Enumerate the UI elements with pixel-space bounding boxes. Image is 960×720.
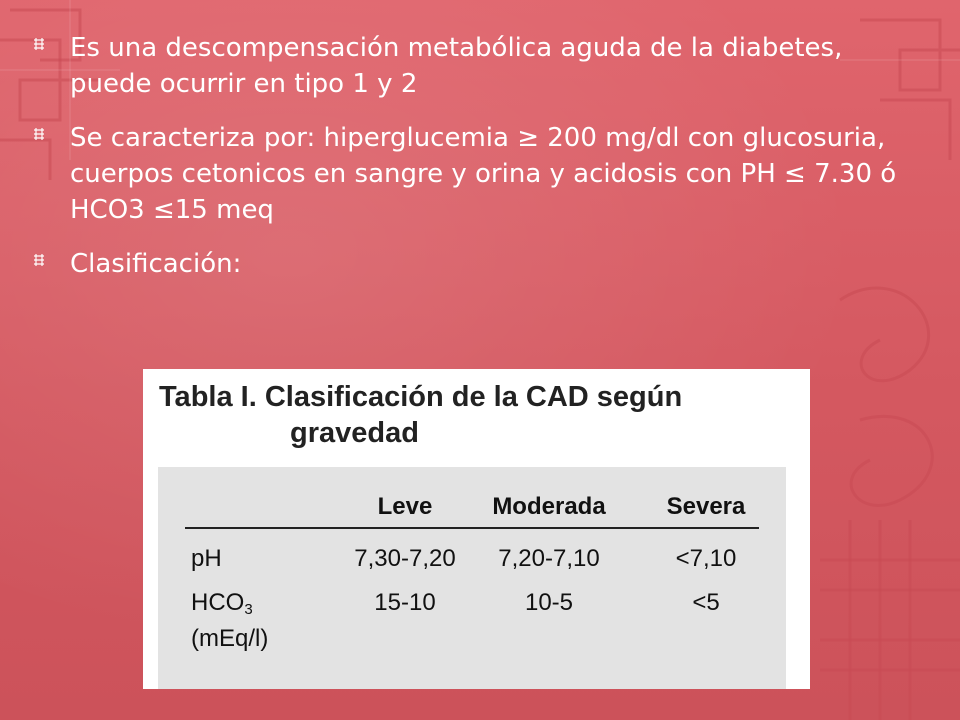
cell-ph-severa: <7,10 bbox=[675, 545, 737, 572]
bullet-item bbox=[32, 30, 912, 102]
classification-table bbox=[158, 467, 786, 689]
bullet-item bbox=[32, 246, 912, 282]
row-label-hco3-subscript: 3 bbox=[244, 601, 253, 618]
table-title bbox=[159, 379, 779, 451]
bullet-list bbox=[32, 30, 912, 300]
table-title-line2: gravedad bbox=[290, 417, 419, 449]
table-title-line1: Tabla I. Clasificación de la CAD según bbox=[159, 381, 683, 413]
chinese-knot-bullet-icon bbox=[32, 37, 46, 51]
classification-table-image bbox=[143, 369, 810, 689]
bullet-text: Es una descompensación metabólica aguda de la diabetes, puede ocurrir en tipo 1 y 2 bbox=[70, 33, 843, 99]
header-divider bbox=[185, 527, 759, 529]
cell-ph-moderada: 7,20-7,10 bbox=[498, 545, 600, 572]
cell-hco3-severa: <5 bbox=[692, 589, 720, 616]
cell-hco3-leve: 15-10 bbox=[374, 589, 436, 616]
chinese-knot-bullet-icon bbox=[32, 127, 46, 141]
row-label-ph: pH bbox=[191, 545, 222, 572]
bullet-text: Clasificación: bbox=[70, 249, 242, 279]
cell-hco3-moderada: 10-5 bbox=[524, 589, 574, 616]
column-header-severa: Severa bbox=[666, 493, 746, 520]
row-label-hco3 bbox=[191, 589, 253, 617]
bullet-text: Se caracteriza por: hiperglucemia ≥ 200 mg/dl con glucosuria, cuerpos cetonicos en sangre y orina y acidosis con PH ≤ 7.30 ó HCO3 ≤15 meq bbox=[70, 123, 897, 225]
cell-ph-leve: 7,30-7,20 bbox=[354, 545, 456, 572]
chinese-knot-bullet-icon bbox=[32, 253, 46, 267]
column-header-leve: Leve bbox=[377, 493, 433, 520]
row-label-hco3-text: HCO bbox=[191, 589, 245, 616]
bullet-item bbox=[32, 120, 912, 228]
column-header-moderada: Moderada bbox=[492, 493, 606, 520]
row-label-hco3-unit: (mEq/l) bbox=[191, 625, 269, 652]
